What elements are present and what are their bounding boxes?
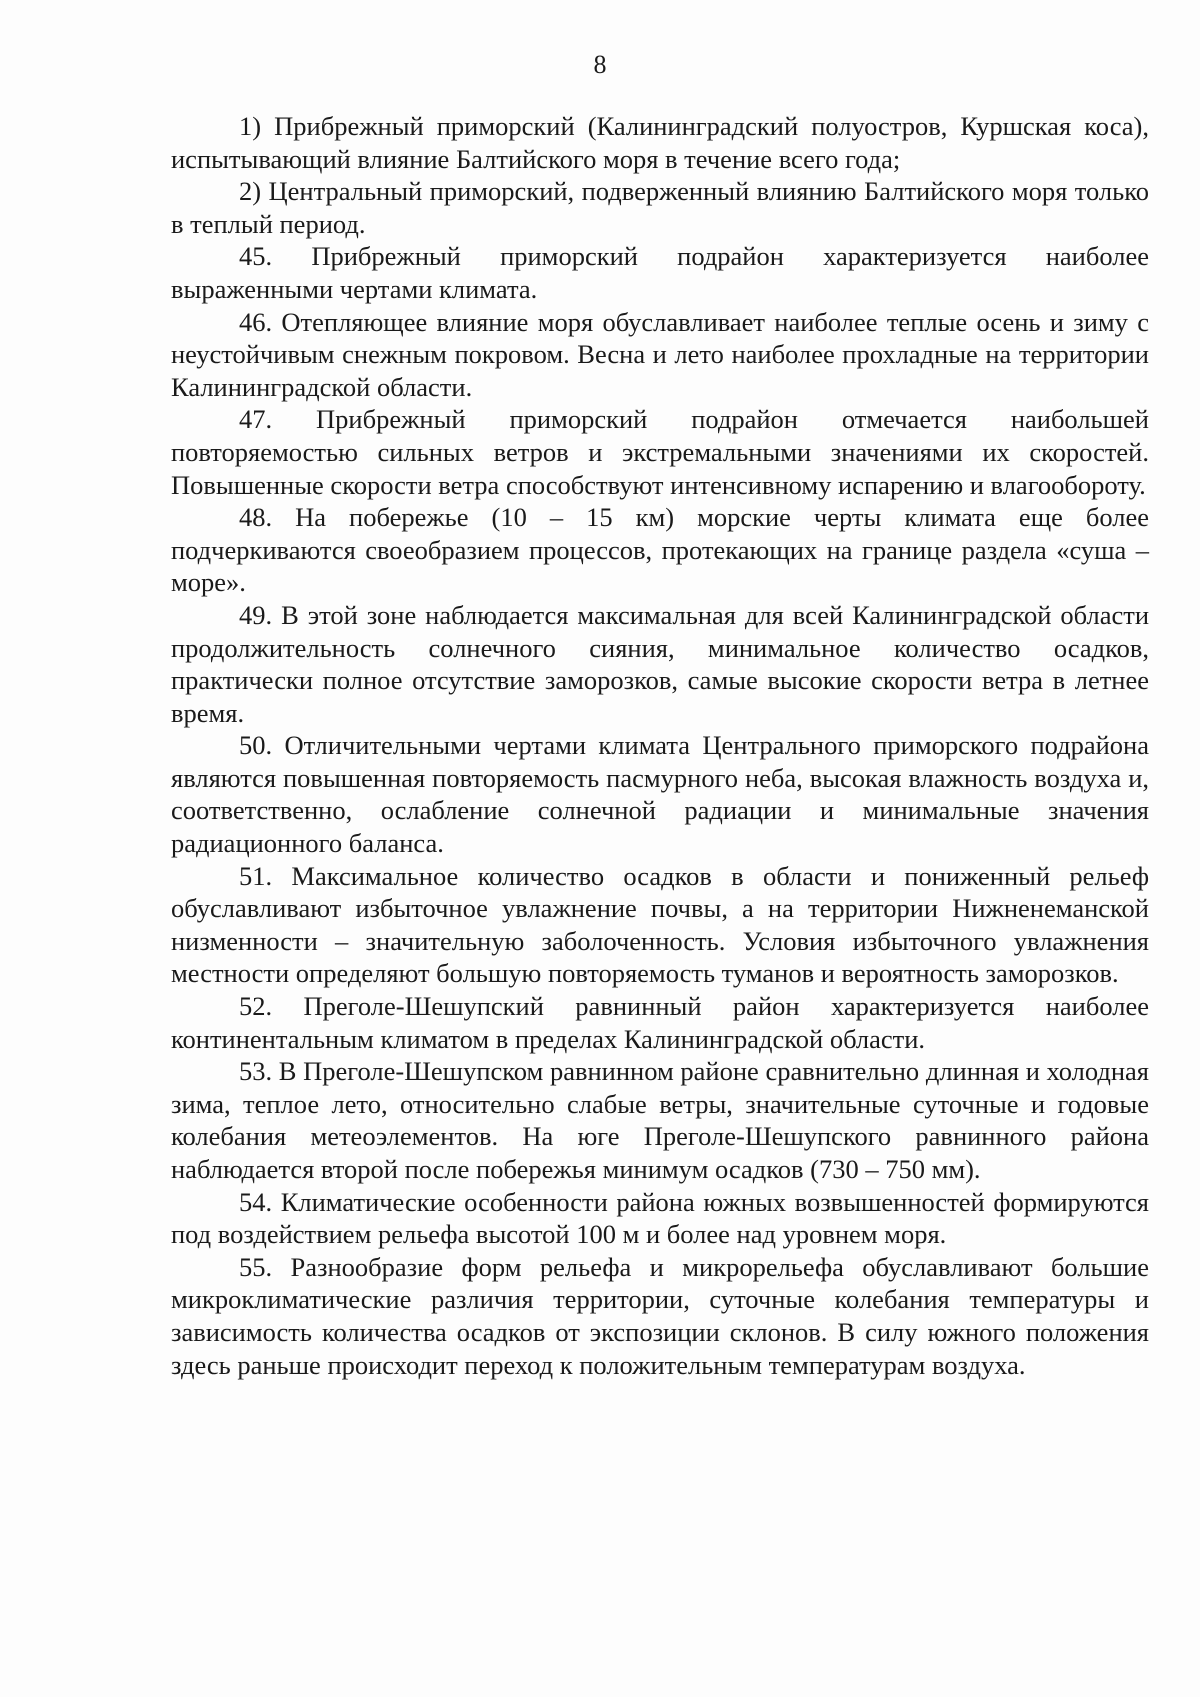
paragraph-54: 54. Климатические особенности района южных возвышенностей формируются под воздействием рельефа высотой 100 м и более над уровнем моря. [171, 1186, 1149, 1250]
paragraph-50: 50. Отличительными чертами климата Центрального приморского подрайона являются повышенная повторяемость пасмурного неба, высокая влажность воздуха и, соответственно, ослабление солнечной радиации и минимальные значения радиационного баланса. [171, 730, 1149, 859]
paragraph-46: 46. Отепляющее влияние моря обуславливает наиболее теплые осень и зиму с неустойчивым снежным покровом. Весна и лето наиболее прохладные на территории Калининградской области. [171, 306, 1149, 402]
document-body [171, 110, 1149, 1381]
paragraph-51: 51. Максимальное количество осадков в области и пониженный рельеф обуславливают избыточное увлажнение почвы, а на территории Нижненеманской низменности – значительную заболоченность. Условия избыточного увлажнения местности определяют большую повторяемость туманов и вероятность заморозков. [171, 860, 1149, 989]
paragraph-53: 53. В Преголе-Шешупском равнинном районе сравнительно длинная и холодная зима, теплое лето, относительно слабые ветры, значительные суточные и годовые колебания метеоэлементов. На юге Преголе-Шешупского равнинного района наблюдается второй после побережья минимум осадков (730 – 750 мм). [171, 1056, 1149, 1184]
paragraph-49: 49. В этой зоне наблюдается максимальная для всей Калининградской области продолжительность солнечного сияния, минимальное количество осадков, практически полное отсутствие заморозков, самые высокие скорости ветра в летнее время. [171, 599, 1149, 728]
paragraph-48: 48. На побережье (10 – 15 км) морские черты климата еще более подчеркиваются своеобразием процессов, протекающих на границе раздела «суша – море». [171, 502, 1149, 598]
paragraph-52: 52. Преголе-Шешупский равнинный район характеризуется наиболее континентальным климатом в пределах Калининградской области. [171, 991, 1149, 1054]
page-number: 8 [593, 50, 607, 79]
paragraph-55: 55. Разнообразие форм рельефа и микрорельефа обуславливают большие микроклиматические различия территории, суточные колебания температуры и зависимость количества осадков от экспозиции склонов. В силу южного положения здесь раньше происходит переход к положительным температурам воздуха. [171, 1251, 1149, 1380]
paragraph-subdistrict-2: 2) Центральный приморский, подверженный влиянию Балтийского моря только в теплый период. [171, 176, 1149, 239]
paragraph-subdistrict-1: 1) Прибрежный приморский (Калининградский полуостров, Куршская коса), испытывающий влияние Балтийского моря в течение всего года; [171, 111, 1149, 174]
paragraph-47: 47. Прибрежный приморский подрайон отмечается наибольшей повторяемостью сильных ветров и экстремальными значениями их скоростей. Повышенные скорости ветра способствуют интенсивному испарению и влагообороту. [171, 404, 1149, 500]
paragraph-45: 45. Прибрежный приморский подрайон характеризуется наиболее выраженными чертами климата. [171, 241, 1149, 304]
